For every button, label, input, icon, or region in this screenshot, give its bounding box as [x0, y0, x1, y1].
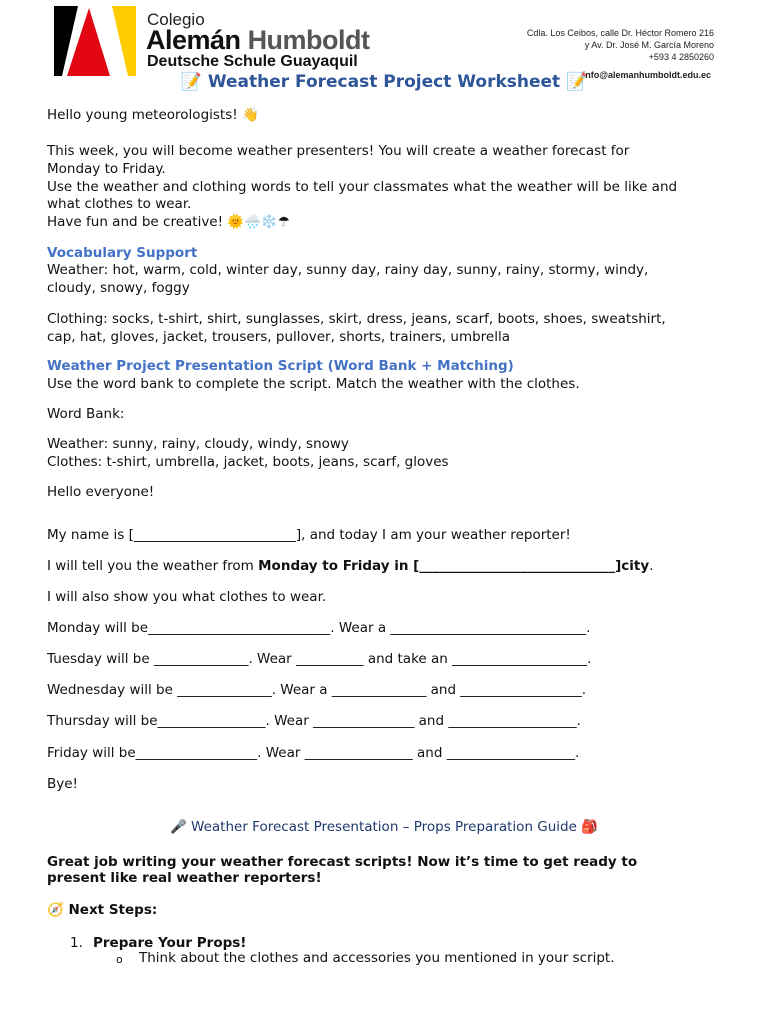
vocab-weather-1: Weather: hot, warm, cold, winter day, sunny day, rainy day, sunny, rainy, stormy, windy, — [47, 262, 649, 278]
script-tell-line: I will tell you the weather from Monday to Friday in [_____________________________]city. — [47, 558, 654, 574]
address-line-2: y Av. Dr. José M. García Moreno — [584, 40, 714, 50]
word-bank-label: Word Bank: — [47, 406, 125, 422]
script-hello: Hello everyone! — [47, 484, 155, 500]
word-bank-clothes: Clothes: t-shirt, umbrella, jacket, boots, jeans, scarf, gloves — [47, 454, 449, 470]
script-wednesday: Wednesday will be ______________. Wear a ______________ and __________________. — [47, 682, 587, 698]
intro-text-4: what clothes to wear. — [47, 196, 192, 212]
page-title: 📝 Weather Forecast Project Worksheet 📝 — [180, 72, 588, 92]
script-show-line: I will also show you what clothes to wear. — [47, 589, 327, 605]
address-line-1: Cdla. Los Ceibos, calle Dr. Héctor Romero 216 — [526, 28, 714, 38]
props-title: 🎤 Weather Forecast Presentation – Props Preparation Guide 🎒 — [169, 819, 599, 835]
step-1-label: Prepare Your Props! — [93, 935, 247, 951]
script-instructions: Use the word bank to complete the script. Match the weather with the clothes. — [47, 376, 580, 392]
step-number: 1. — [70, 935, 83, 951]
props-intro-2: present like real weather reporters! — [47, 870, 322, 886]
intro-text-5: Have fun and be creative! 🌞🌧️❄️☂ — [47, 214, 290, 230]
word-bank-weather: Weather: sunny, rainy, cloudy, windy, snowy — [47, 436, 349, 452]
vocab-weather-2: cloudy, snowy, foggy — [47, 280, 190, 296]
logo-gold-stripe — [112, 6, 136, 76]
script-monday: Monday will be___________________________. Wear a _____________________________. — [47, 620, 591, 636]
script-friday: Friday will be__________________. Wear ________________ and ___________________. — [47, 745, 580, 761]
vocab-clothing-2: cap, hat, gloves, jacket, trousers, pullover, shorts, trainers, umbrella — [47, 329, 511, 345]
greeting: Hello young meteorologists! 👋 — [47, 107, 259, 123]
school-name: Alemán Humboldt — [146, 25, 370, 55]
script-bye: Bye! — [47, 776, 78, 792]
phone-number: +593 4 2850260 — [648, 52, 714, 62]
intro-text-3: Use the weather and clothing words to tell your classmates what the weather will be like and — [47, 179, 678, 195]
school-small-label: Colegio — [147, 10, 205, 29]
bullet-marker: o — [116, 953, 123, 966]
props-intro-1: Great job writing your weather forecast scripts! Now it’s time to get ready to — [47, 854, 638, 870]
script-tuesday: Tuesday will be ______________. Wear __________ and take an ____________________. — [47, 651, 592, 667]
next-steps-heading: 🧭 Next Steps: — [47, 902, 158, 918]
script-heading: Weather Project Presentation Script (Word Bank + Matching) — [47, 358, 514, 374]
script-thursday: Thursday will be________________. Wear _______________ and ___________________. — [47, 713, 581, 729]
school-logo — [54, 6, 136, 76]
email-link[interactable]: info@alemanhumboldt.edu.ec — [582, 70, 711, 80]
vocab-heading: Vocabulary Support — [47, 245, 198, 261]
script-name-line: My name is [________________________], and today I am your weather reporter! — [47, 527, 571, 543]
intro-text-2: Monday to Friday. — [47, 161, 166, 177]
vocab-clothing-1: Clothing: socks, t-shirt, shirt, sunglasses, skirt, dress, jeans, scarf, boots, shoes, sweatshirt, — [47, 311, 666, 327]
school-subtitle: Deutsche Schule Guayaquil — [147, 53, 358, 70]
intro-text-1: This week, you will become weather presenters! You will create a weather forecast for — [47, 143, 630, 159]
bullet-1-text: Think about the clothes and accessories you mentioned in your script. — [139, 950, 615, 966]
